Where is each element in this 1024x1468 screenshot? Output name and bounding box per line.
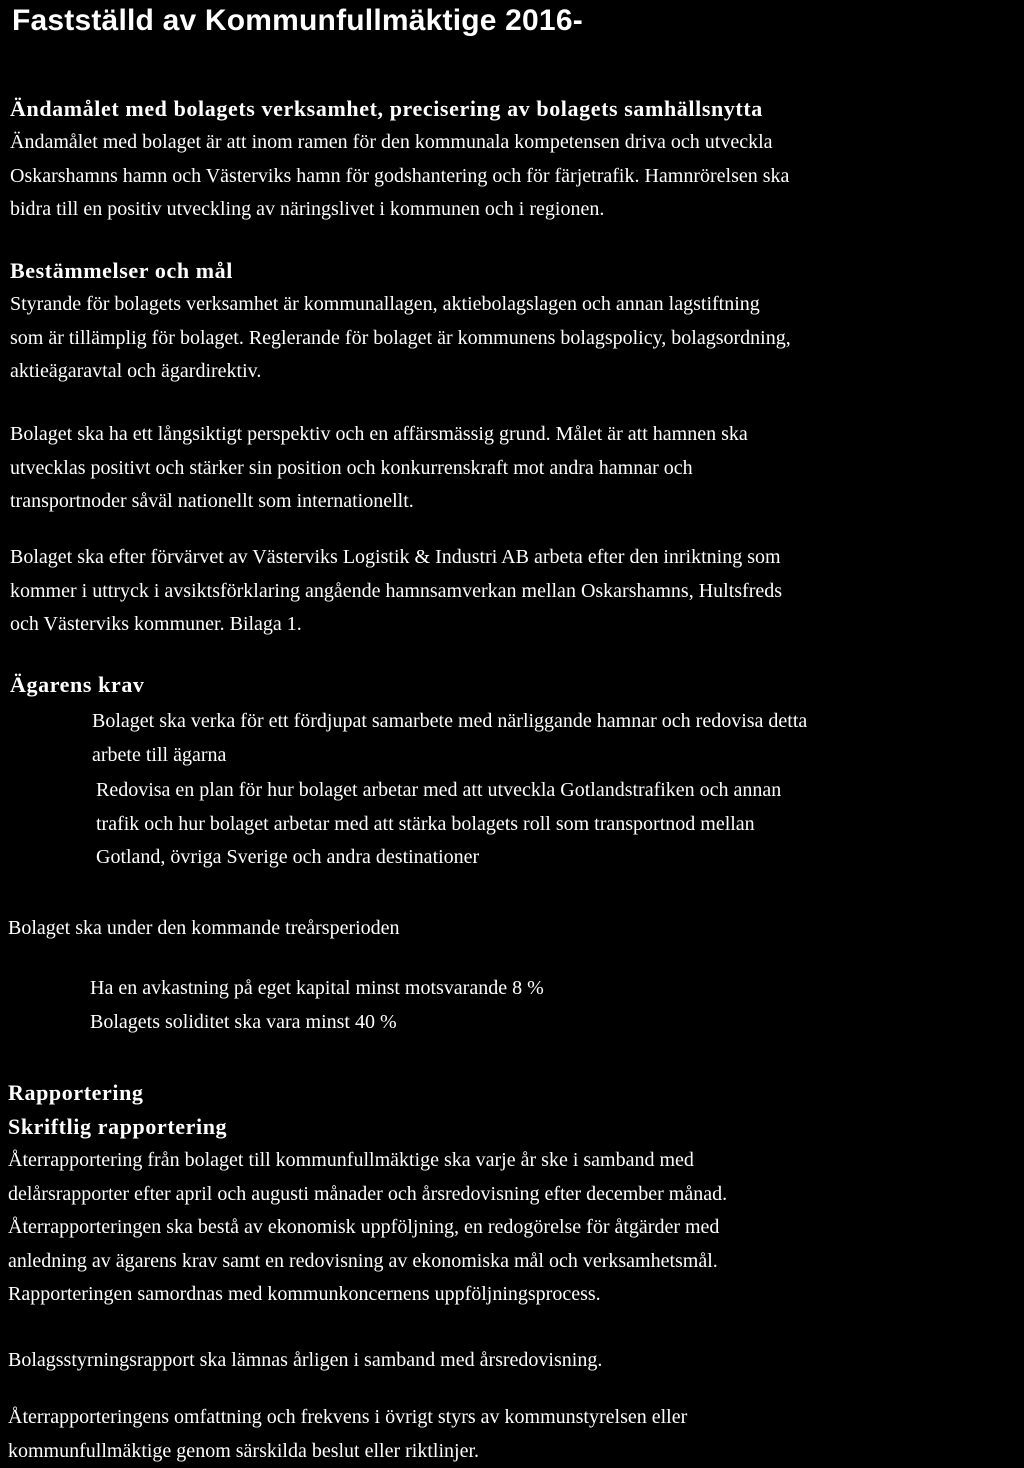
text-line: kommunfullmäktige genom särskilda beslut eller riktlinjer. [8, 1439, 480, 1462]
text-line: och Västerviks kommuner. Bilaga 1. [10, 613, 302, 636]
document-title: Fastställd av Kommunfullmäktige 2016- [12, 4, 583, 37]
owner-requirement-2 [96, 774, 1024, 875]
text-line: Oskarshamns hamn och Västerviks hamn för godshantering och för färjetrafik. Hamnrörelsen ska [10, 164, 790, 187]
text-line: trafik och hur bolaget arbetar med att stärka bolagets roll som transportnod mellan [96, 812, 755, 835]
text-line: Återrapporteringen ska bestå av ekonomisk uppföljning, en redogörelse för åtgärder med [8, 1216, 720, 1239]
text-line: Redovisa en plan för hur bolaget arbetar med att utveckla Gotlandstrafiken och annan [96, 779, 782, 801]
rules-paragraph-3 [10, 541, 1020, 642]
period-intro: Bolaget ska under den kommande treårsperioden [8, 917, 400, 939]
financial-goals [90, 972, 1018, 1039]
text-line: Bolaget ska verka för ett fördjupat samarbete med närliggande hamnar och redovisa detta [92, 710, 808, 732]
goal-line: Ha en avkastning på eget kapital minst motsvarande 8 % [90, 977, 544, 999]
text-line: bidra till en positiv utveckling av näringslivet i kommunen och i regionen. [10, 198, 605, 221]
owner-requirement-1 [92, 705, 1020, 772]
purpose-paragraph [10, 126, 1020, 227]
text-line: Rapporteringen samordnas med kommunkoncernens uppföljningsprocess. [8, 1283, 601, 1306]
purpose-section [10, 92, 1020, 227]
text-line: delårsrapporter efter april och augusti månader och årsredovisning efter december månad. [8, 1182, 728, 1205]
text-line: arbete till ägarna [92, 743, 227, 766]
purpose-heading: Ändamålet med bolagets verksamhet, precisering av bolagets samhällsnytta [10, 96, 763, 121]
reporting-paragraph-3 [8, 1401, 1018, 1468]
text-line: som är tillämplig för bolaget. Reglerande för bolaget är kommunens bolagspolicy, bolagsordning, [10, 326, 791, 349]
text-line: transportnoder såväl nationellt som internationellt. [10, 490, 414, 513]
owner-heading: Ägarens krav [10, 672, 145, 697]
goal-line: Bolagets soliditet ska vara minst 40 % [90, 1010, 397, 1033]
text-line: utvecklas positivt och stärker sin position och konkurrenskraft mot andra hamnar och [10, 456, 693, 479]
text-line: aktieägaravtal och ägardirektiv. [10, 360, 262, 383]
reporting-paragraph-1 [8, 1144, 1018, 1312]
reporting-paragraph-2: Bolagsstyrningsrapport ska lämnas årligen i samband med årsredovisning. [8, 1349, 603, 1371]
text-line: Bolaget ska ha ett långsiktigt perspektiv och en affärsmässig grund. Målet är att hamnen ska [10, 423, 748, 445]
text-line: Ändamålet med bolaget är att inom ramen för den kommunala kompetensen driva och utveckla [10, 131, 773, 153]
text-line: Återrapporteringens omfattning och frekvens i övrigt styrs av kommunstyrelsen eller [8, 1406, 688, 1428]
reporting-heading: Rapportering [8, 1080, 144, 1105]
written-reporting-heading: Skriftlig rapportering [8, 1114, 228, 1139]
text-line: Bolaget ska efter förvärvet av Västerviks Logistik & Industri AB arbeta efter den inriktning som [10, 546, 781, 568]
text-line: kommer i uttryck i avsiktsförklaring angående hamnsamverkan mellan Oskarshamns, Hultsfreds [10, 579, 783, 602]
text-line: Återrapportering från bolaget till kommunfullmäktige ska varje år ske i samband med [8, 1149, 694, 1171]
reporting-section [8, 1076, 1018, 1312]
text-line: Styrande för bolagets verksamhet är kommunallagen, aktiebolagslagen och annan lagstiftning [10, 293, 760, 315]
text-line: anledning av ägarens krav samt en redovisning av ekonomiska mål och verksamhetsmål. [8, 1249, 718, 1272]
rules-paragraph-2 [10, 418, 1020, 519]
rules-section [10, 254, 1020, 389]
rules-paragraph-1 [10, 288, 1020, 389]
rules-heading: Bestämmelser och mål [10, 258, 233, 283]
text-line: Gotland, övriga Sverige och andra destinationer [96, 846, 480, 869]
